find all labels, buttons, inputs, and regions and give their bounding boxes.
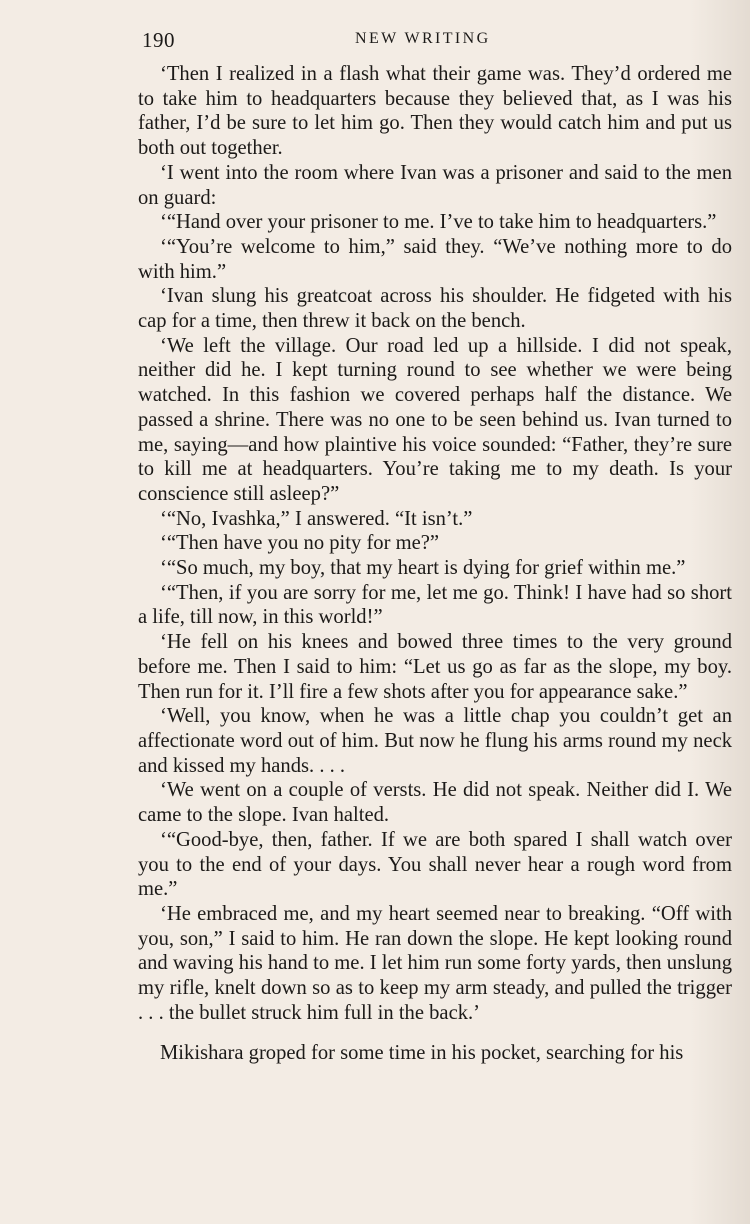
paragraph: ‘“Then, if you are sorry for me, let me go. Think! I have had so short a life, till now, in this world!” [138,581,732,629]
paragraph: ‘We went on a couple of versts. He did not speak. Neither did I. We came to the slope. Ivan halted. [138,779,732,827]
page-number: 190 [142,28,175,52]
paragraph: ‘“Hand over your prisoner to me. I’ve to take him to headquarters.” [160,211,717,234]
paragraph: ‘“Good-bye, then, father. If we are both spared I shall watch over you to the end of your days. You shall never hear a rough word from me.” [138,828,732,901]
paragraph: ‘“Then have you no pity for me?” [160,532,440,555]
running-head: NEW WRITING [355,30,491,47]
paragraph: ‘“You’re welcome to him,” said they. “We’ve nothing more to do with him.” [138,235,732,283]
paragraph: ‘Well, you know, when he was a little chap you couldn’t get an affectionate word out of him. But now he flung his arms round my neck and kissed my hands. . . . [138,705,732,777]
paragraph: ‘I went into the room where Ivan was a prisoner and said to the men on guard: [138,161,732,209]
paragraph: ‘“No, Ivashka,” I answered. “It isn’t.” [160,507,473,530]
paragraph: Mikishara groped for some time in his pocket, searching for his [160,1042,684,1065]
paragraph: ‘He fell on his knees and bowed three times to the very ground before me. Then I said to him: “Let us go as far as the slope, my boy. Then run for it. I’ll fire a few shots after you for appearance sake.” [138,631,732,703]
paragraph: ‘“So much, my boy, that my heart is dying for grief within me.” [160,557,686,580]
paragraph: ‘Ivan slung his greatcoat across his shoulder. He fidgeted with his cap for a time, then threw it back on the bench. [138,285,732,333]
body-text [138,62,732,1066]
page-header [142,28,732,54]
paragraph: ‘We left the village. Our road led up a hillside. I did not speak, neither did he. I kept turning round to see whether we were being watched. In this fashion we covered perhaps half the distance. We passed a shrine. There was no one to be seen behind us. Ivan turned to me, saying—and how plaintive his voice sounded: “Father, they’re sure to kill me at headquarters. You’re taking me to my death. Is your conscience still asleep?” [138,334,732,505]
paragraph: ‘He embraced me, and my heart seemed near to breaking. “Off with you, son,” I said to him. He ran down the slope. He kept looking round and waving his hand to me. I let him run some forty yards, then unslung my rifle, knelt down so as to keep my arm steady, and pulled the trigger . . . the bullet struck him full in the back.’ [138,902,732,1024]
paragraph: ‘Then I realized in a flash what their game was. They’d ordered me to take him to headquarters because they believed that, as I was his father, I’d be sure to let him go. Then they would catch him and put us both out together. [138,63,732,160]
